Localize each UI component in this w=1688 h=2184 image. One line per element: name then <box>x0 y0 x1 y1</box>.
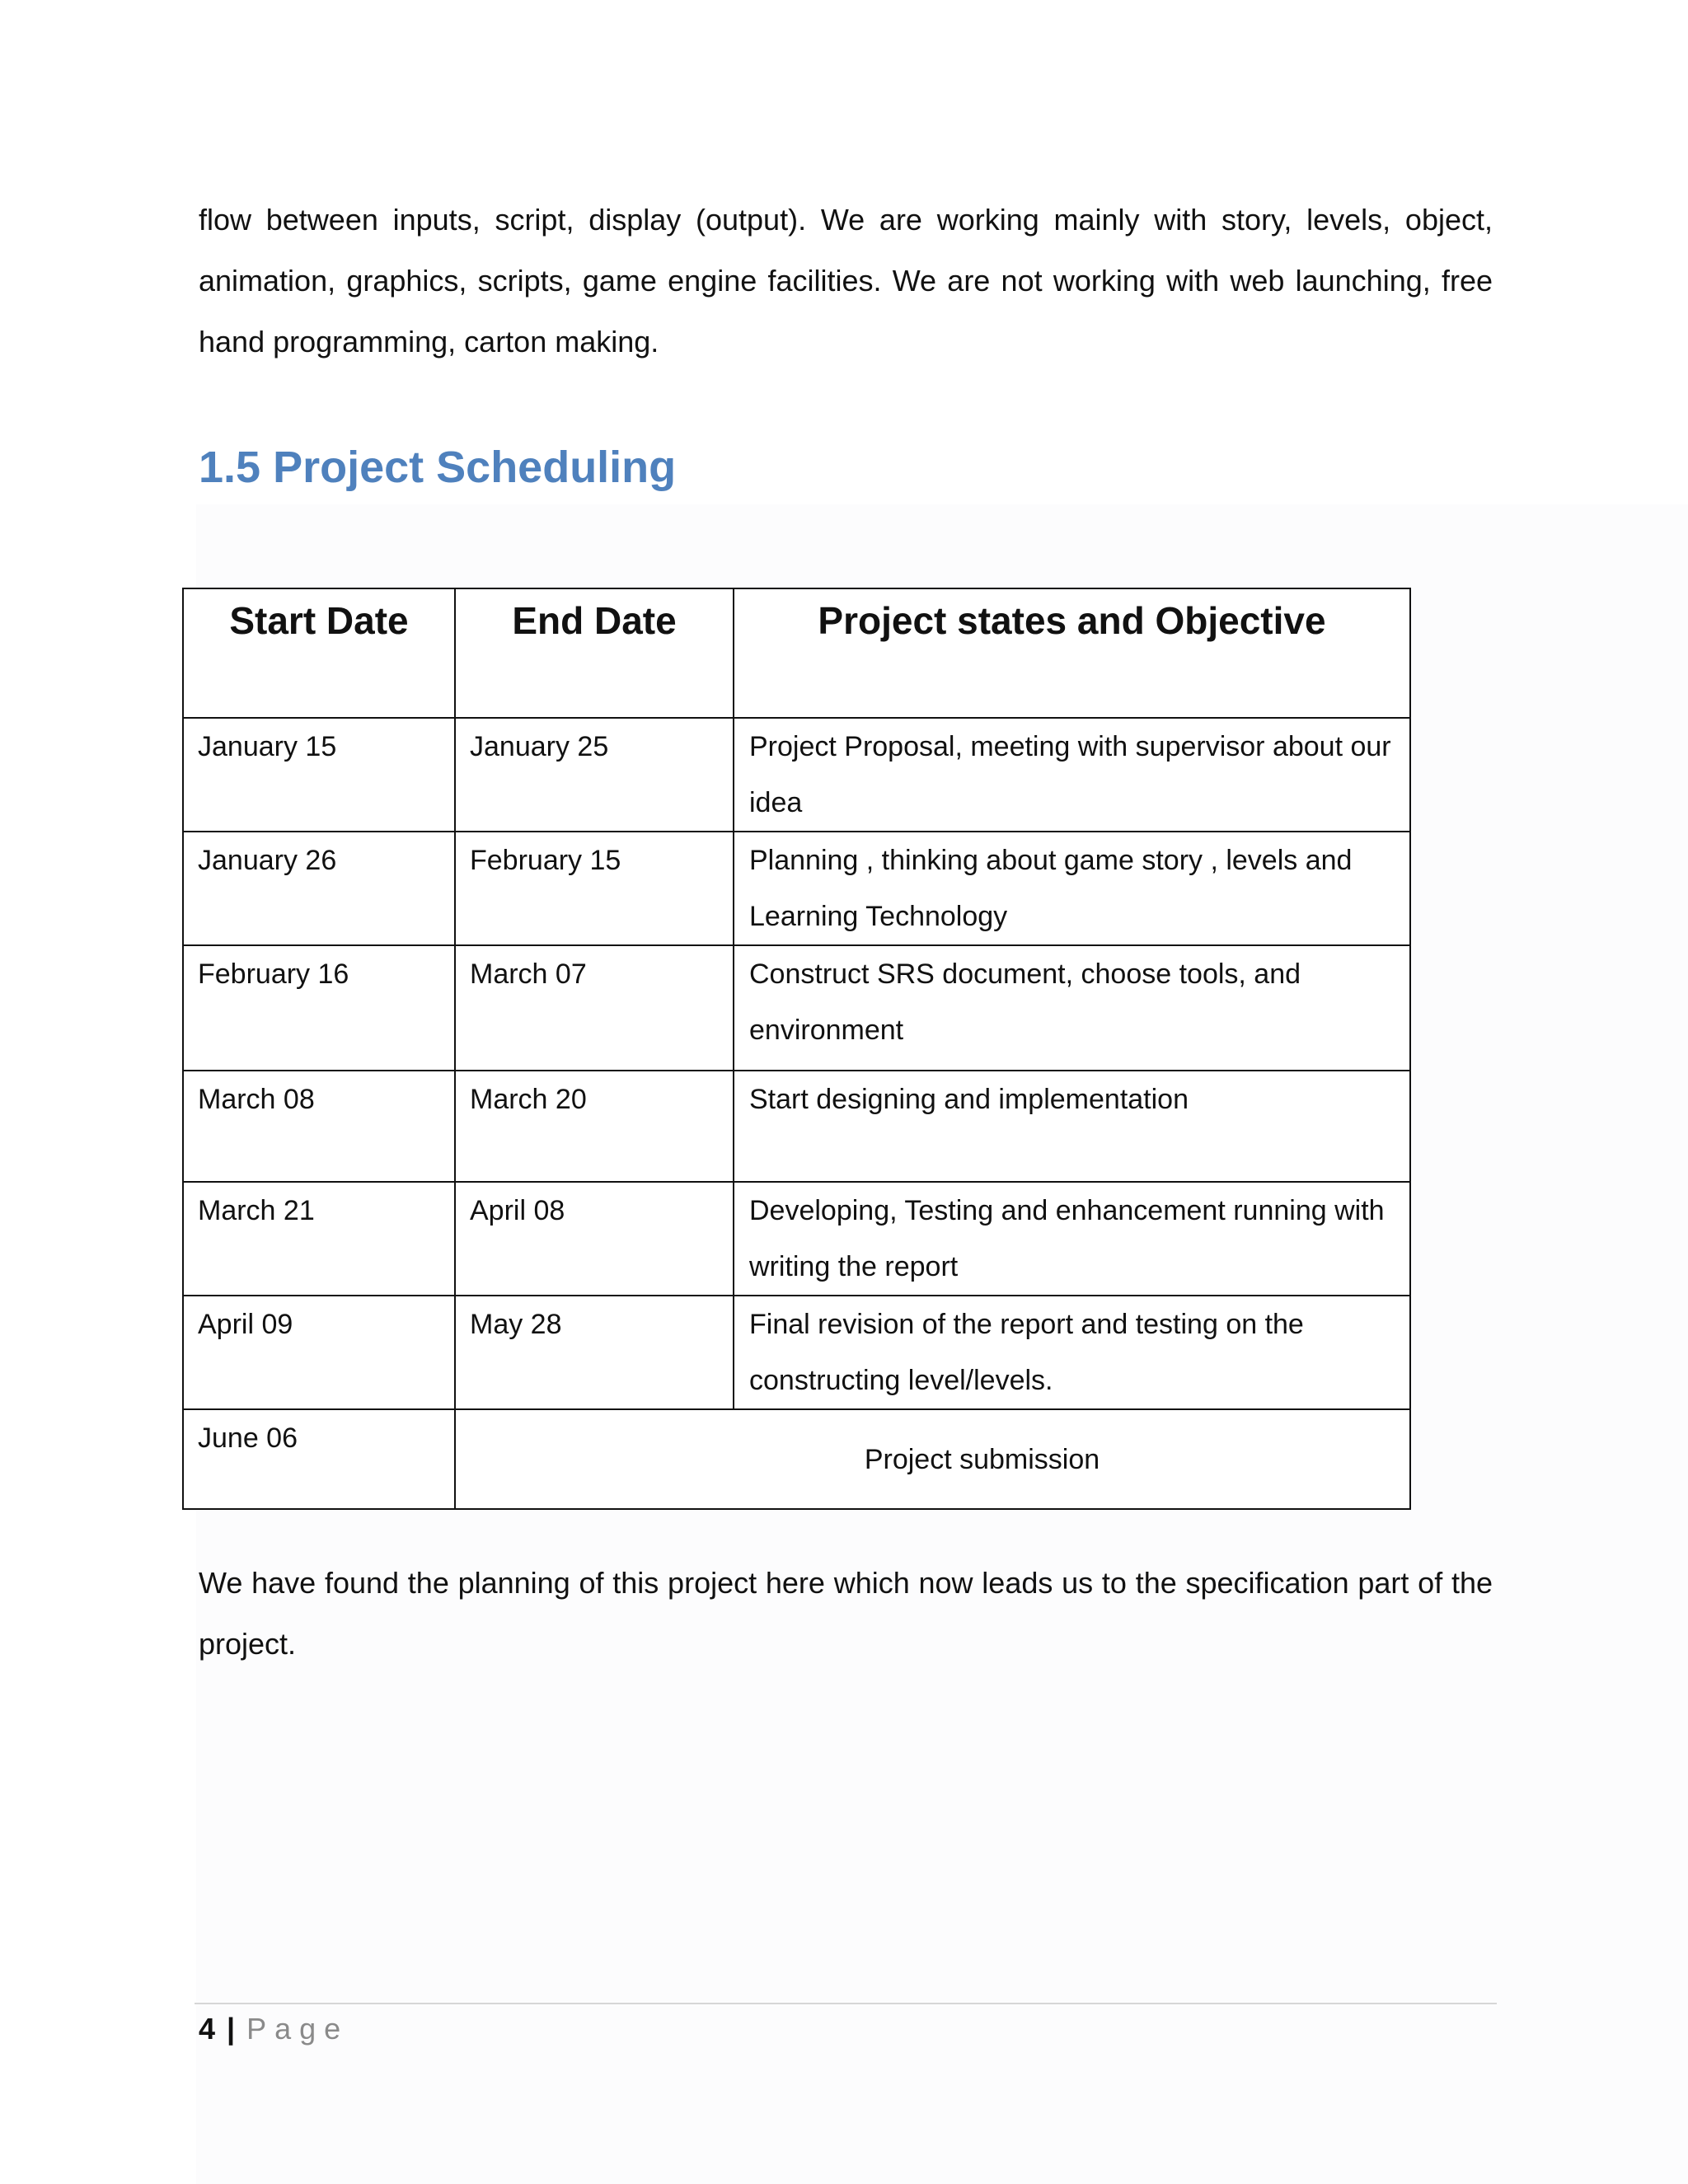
table-row-final <box>183 1409 1410 1509</box>
page-number: 4 <box>199 2012 216 2046</box>
page-footer <box>199 2008 349 2050</box>
objective-cell: Final revision of the report and testing on the constructing level/levels. <box>734 1296 1410 1409</box>
objective-cell: Construct SRS document, choose tools, and environment <box>734 945 1410 1071</box>
page-label: Page <box>246 2012 349 2046</box>
intro-paragraph: flow between inputs, script, display (output). We are working mainly with story, levels, object, animation, graphics, scripts, game engine facilities. We are not working with web launching, free hand programming, carton making. <box>199 203 1493 359</box>
end-date-cell: March 20 <box>455 1071 734 1182</box>
table-row <box>183 1182 1410 1296</box>
project-submission-cell: Project submission <box>455 1409 1410 1509</box>
start-date-cell: April 09 <box>183 1296 455 1409</box>
section-heading: 1.5 Project Scheduling <box>199 443 677 492</box>
end-date-cell: January 25 <box>455 718 734 832</box>
objective-cell: Start designing and implementation <box>734 1071 1410 1182</box>
start-date-cell: June 06 <box>183 1409 455 1509</box>
start-date-cell: March 08 <box>183 1071 455 1182</box>
table-row <box>183 832 1410 945</box>
objective-cell: Developing, Testing and enhancement running with writing the report <box>734 1182 1410 1296</box>
table-row <box>183 1296 1410 1409</box>
table-row <box>183 1071 1410 1182</box>
header-end-date: End Date <box>455 588 734 718</box>
end-date-cell: March 07 <box>455 945 734 1071</box>
end-date-cell: May 28 <box>455 1296 734 1409</box>
objective-cell: Planning , thinking about game story , levels and Learning Technology <box>734 832 1410 945</box>
header-objective: Project states and Objective <box>734 588 1410 718</box>
end-date-cell: February 15 <box>455 832 734 945</box>
objective-cell: Project Proposal, meeting with supervisor about our idea <box>734 718 1410 832</box>
schedule-table <box>182 588 1411 1510</box>
closing-paragraph: We have found the planning of this project here which now leads us to the specification part of the project. <box>199 1566 1493 1661</box>
footer-separator: | <box>227 2012 236 2046</box>
table-row <box>183 718 1410 832</box>
start-date-cell: January 15 <box>183 718 455 832</box>
end-date-cell: April 08 <box>455 1182 734 1296</box>
header-start-date: Start Date <box>183 588 455 718</box>
table-header-row <box>183 588 1410 718</box>
start-date-cell: March 21 <box>183 1182 455 1296</box>
table-row <box>183 945 1410 1071</box>
start-date-cell: February 16 <box>183 945 455 1071</box>
footer-divider <box>195 2003 1497 2004</box>
start-date-cell: January 26 <box>183 832 455 945</box>
